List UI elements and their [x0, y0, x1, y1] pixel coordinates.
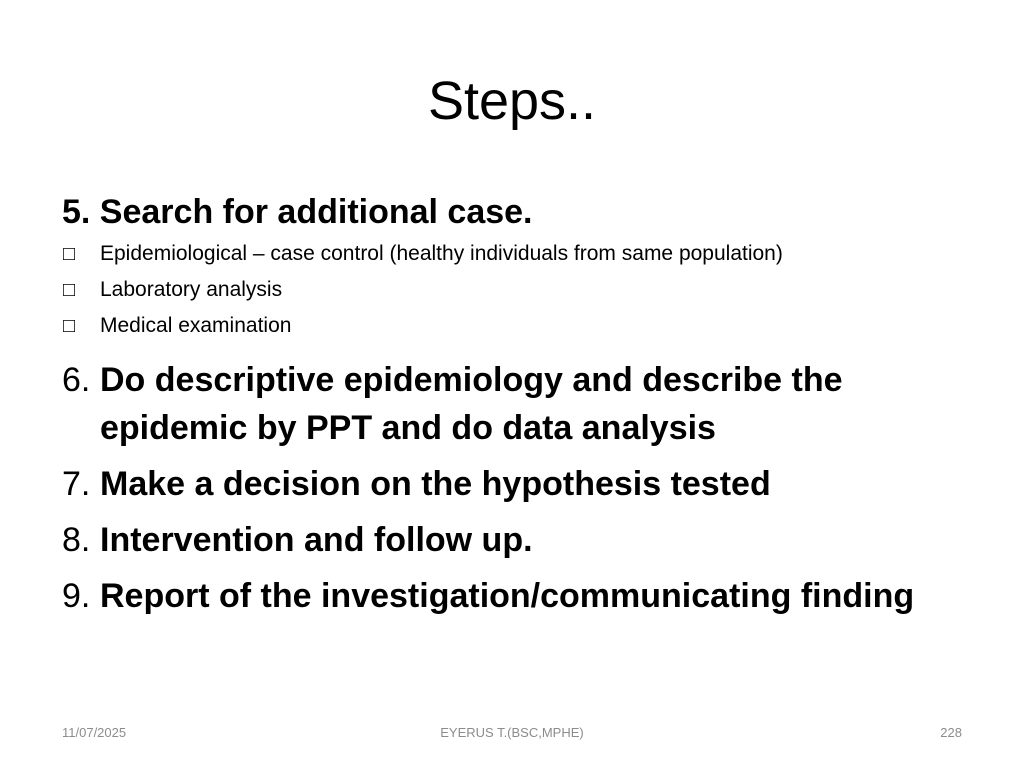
step-9: [62, 572, 962, 620]
step-5-heading: 5. Search for additional case.: [62, 193, 533, 231]
bullet-icon: □: [62, 315, 76, 337]
bullet-text: Medical examination: [100, 314, 292, 337]
slide-content: [62, 188, 962, 620]
step-number: 6.: [62, 361, 91, 399]
slide-title: Steps..: [427, 71, 597, 131]
bullet-icon: □: [62, 279, 76, 301]
list-item: [62, 272, 962, 308]
list-item: [62, 308, 962, 344]
step-number: 7.: [62, 465, 91, 503]
bullet-text: Laboratory analysis: [100, 278, 283, 301]
step-text: Do descriptive epidemiology and describe the epidemic by PPT and do data analysis: [100, 361, 843, 447]
step-text: Make a decision on the hypothesis tested: [100, 465, 771, 503]
step-number: 9.: [62, 577, 91, 615]
step-6: [62, 356, 962, 452]
step-7: [62, 460, 962, 508]
footer-page-number: 228: [940, 725, 962, 740]
step-8: [62, 516, 962, 564]
step-text: Intervention and follow up.: [100, 521, 533, 559]
bullet-icon: □: [62, 243, 76, 265]
step-number: 8.: [62, 521, 91, 559]
footer-author: EYERUS T.(BSC,MPHE): [440, 725, 584, 740]
footer-date: 11/07/2025: [62, 725, 127, 740]
step-text: Report of the investigation/communicating finding: [100, 577, 915, 615]
bullet-text: Epidemiological – case control (healthy individuals from same population): [100, 242, 783, 265]
step-5-bullet-list: [62, 236, 962, 344]
list-item: [62, 236, 962, 272]
